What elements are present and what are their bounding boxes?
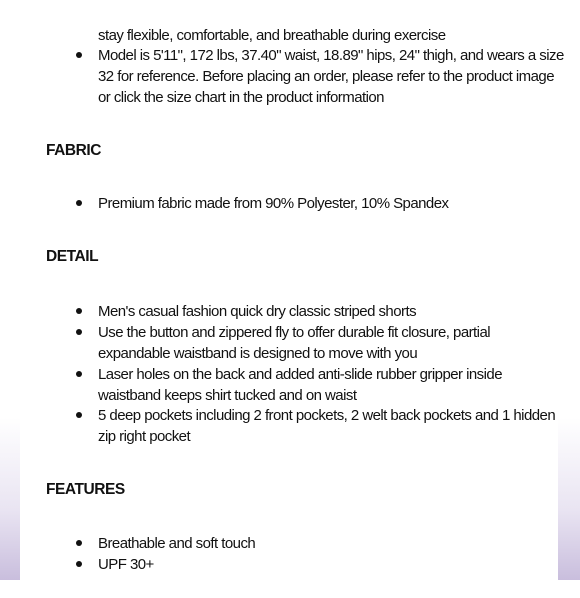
features-item-1: Breathable and soft touch [98, 535, 256, 552]
detail-item-3-line-1: Laser holes on the back and added anti-slide rubber gripper inside [98, 366, 502, 383]
detail-item-2-line-1: Use the button and zippered fly to offer durable fit closure, partial [98, 324, 491, 341]
bullet-icon [76, 371, 82, 377]
bullet-icon [76, 561, 82, 567]
bullet-icon [76, 52, 82, 58]
fabric-item: Premium fabric made from 90% Polyester, 10% Spandex [98, 195, 449, 212]
bullet-icon [76, 412, 82, 418]
bullet-icon [76, 200, 82, 206]
features-heading: FEATURES [46, 481, 125, 498]
fabric-heading: FABRIC [46, 142, 101, 159]
model-note-line-2: 32 for reference. Before placing an order, please refer to the product image [98, 68, 554, 85]
detail-item-4-line-2: zip right pocket [98, 428, 191, 445]
bullet-icon [76, 308, 82, 314]
detail-item-3-line-2: waistband keeps shirt tucked and on waist [98, 387, 357, 404]
bullet-icon [76, 540, 82, 546]
bullet-icon [76, 329, 82, 335]
detail-item-2-line-2: expandable waistband is designed to move with you [98, 345, 418, 362]
model-note-line-1: Model is 5'11", 172 lbs, 37.40" waist, 18.89" hips, 24" thigh, and wears a size [98, 47, 564, 64]
features-item-2: UPF 30+ [98, 556, 154, 573]
intro-continued-line: stay flexible, comfortable, and breathable during exercise [98, 27, 446, 44]
detail-item-4-line-1: 5 deep pockets including 2 front pockets, 2 welt back pockets and 1 hidden [98, 407, 556, 424]
detail-item-1: Men's casual fashion quick dry classic striped shorts [98, 303, 417, 320]
model-note-line-3: or click the size chart in the product information [98, 89, 384, 106]
detail-heading: DETAIL [46, 248, 99, 265]
